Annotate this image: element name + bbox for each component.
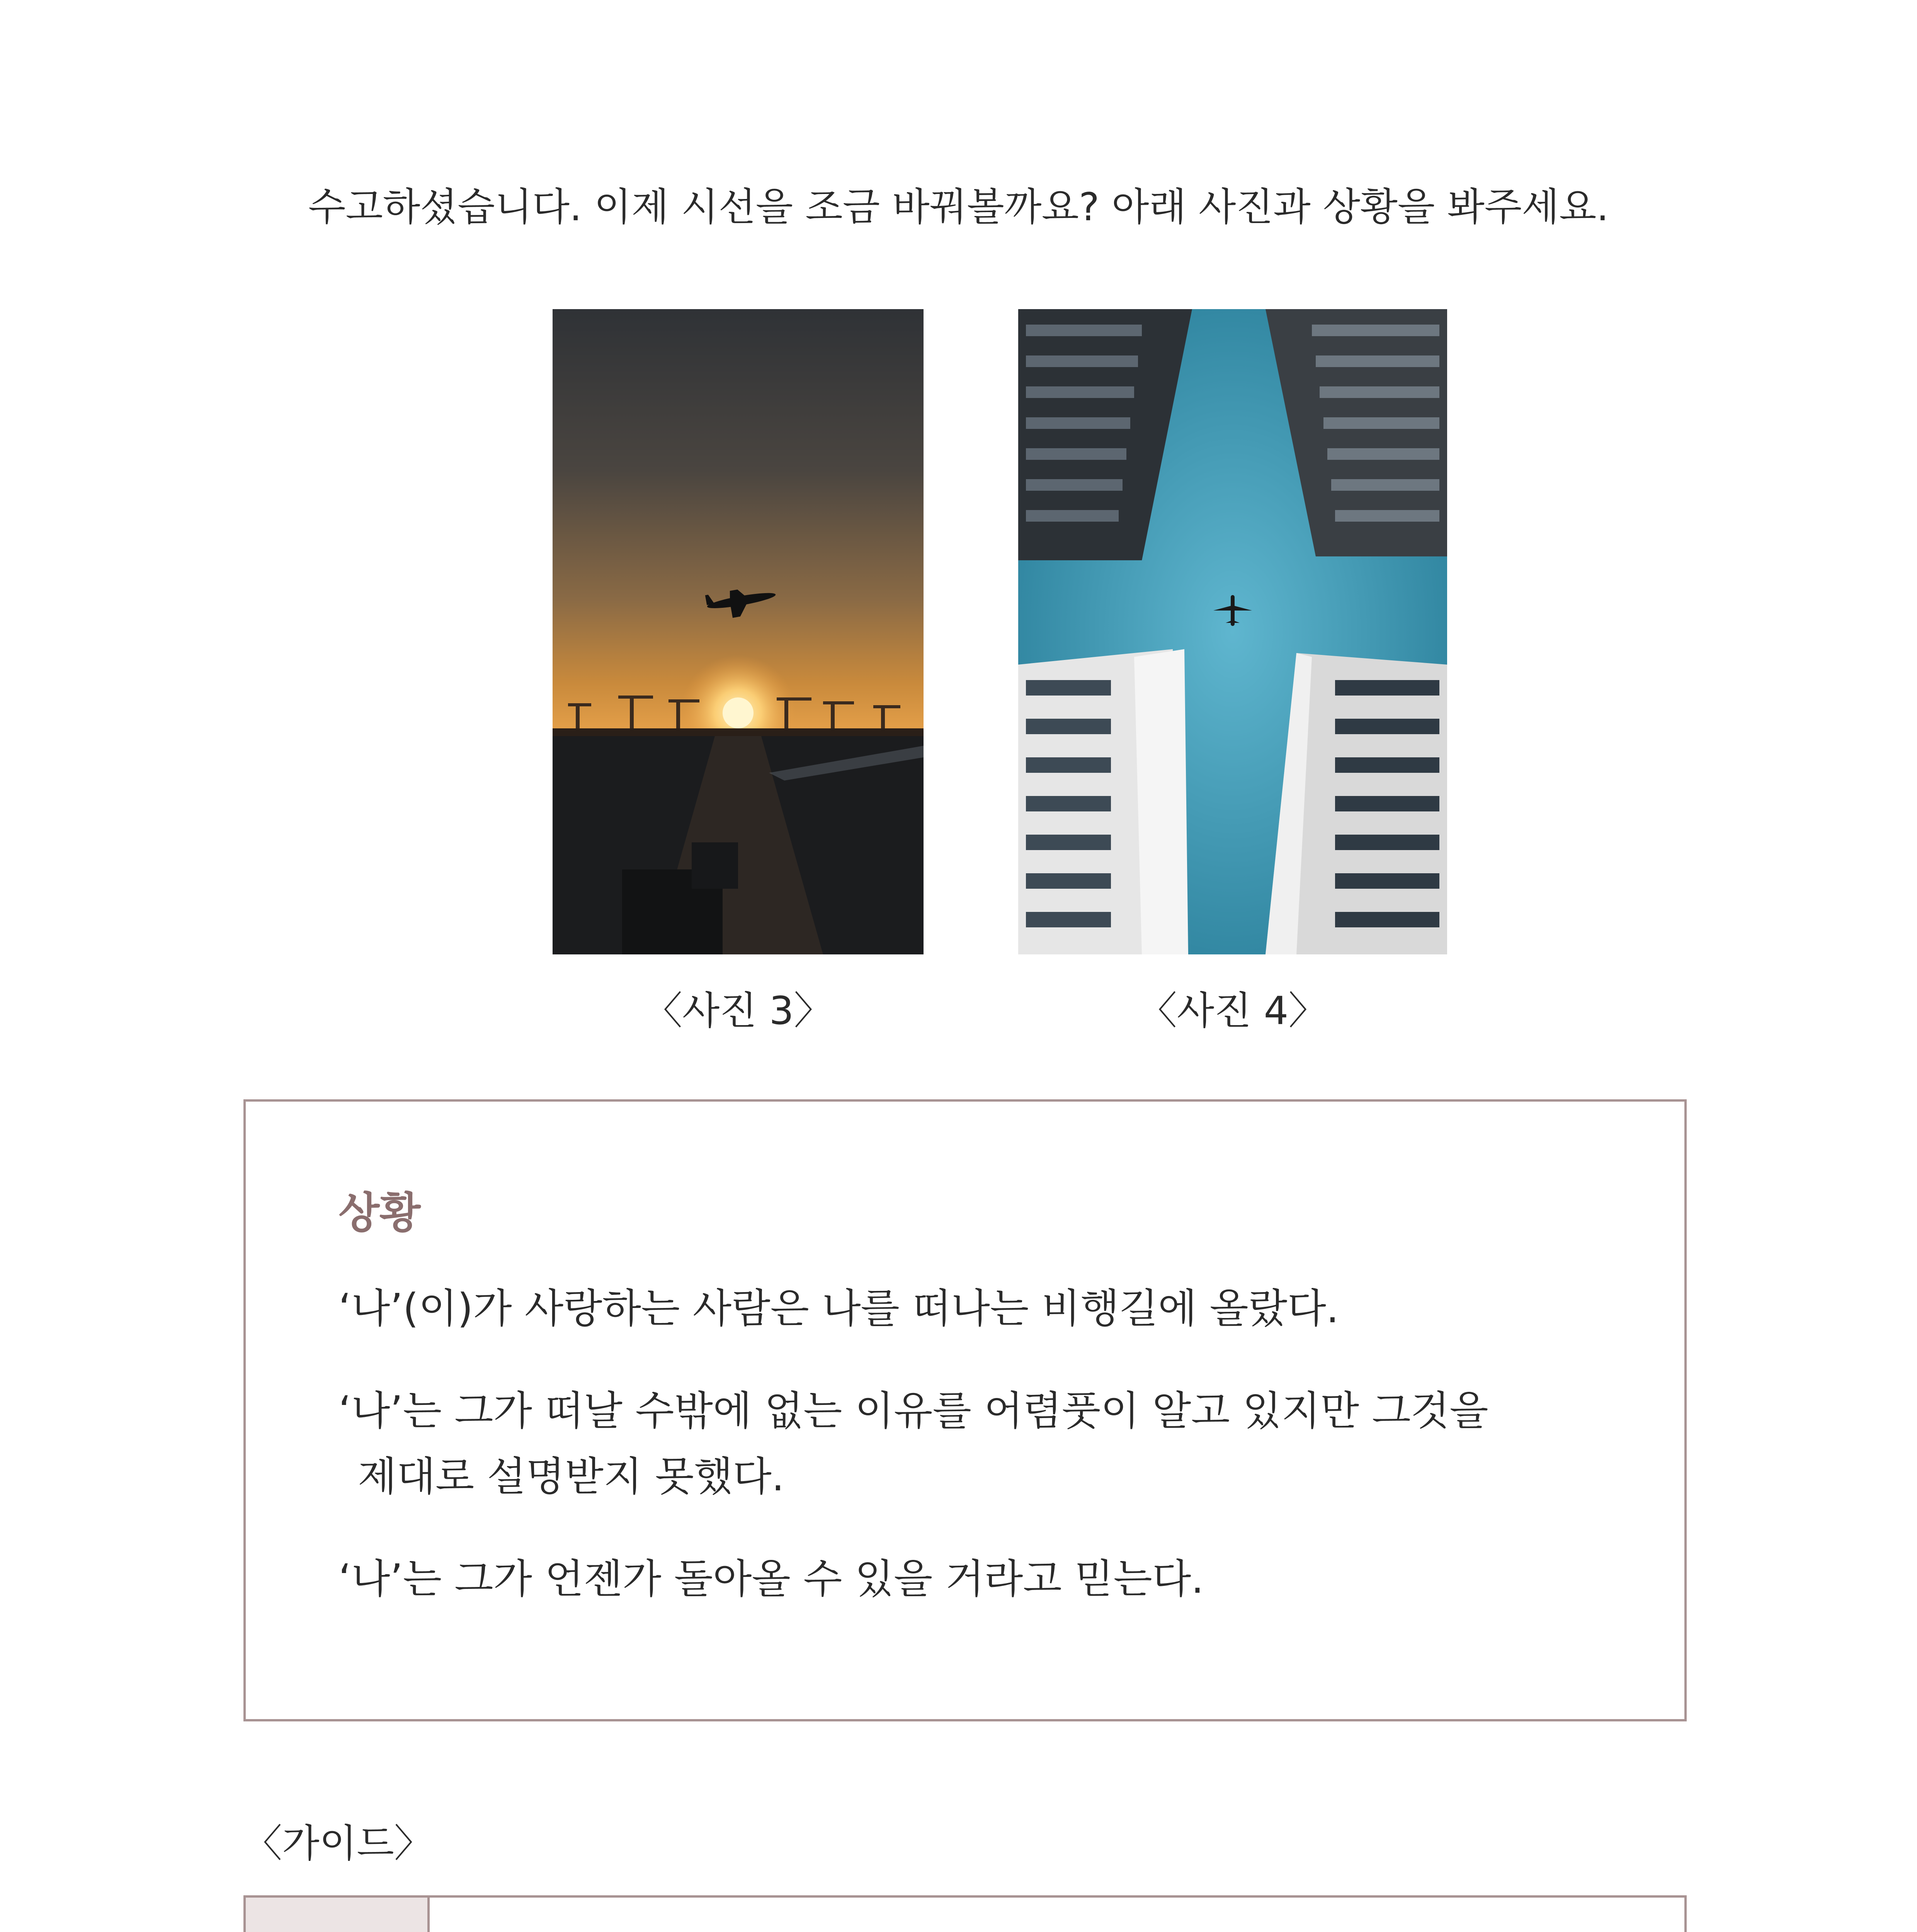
photo-4-caption: 〈사진 4〉 xyxy=(1138,988,1327,1033)
guide-label-cell xyxy=(246,1898,430,1932)
situation-line-4: ‘나’는 그가 언젠가 돌아올 수 있을 거라고 믿는다. xyxy=(338,1555,1204,1602)
photo-sunset-airplane xyxy=(553,309,924,954)
guide-items xyxy=(430,1898,1684,1932)
situation-line-1: ‘나’(이)가 사랑하는 사람은 나를 떠나는 비행길에 올랐다. xyxy=(338,1285,1339,1332)
situation-title: 상황 xyxy=(338,1188,421,1238)
situation-line-3: 제대로 설명받지 못했다. xyxy=(358,1453,784,1500)
photo-3-caption: 〈사진 3〉 xyxy=(643,988,833,1033)
photo-skyscrapers-airplane xyxy=(1018,309,1447,954)
guide-title: 〈가이드〉 xyxy=(243,1821,433,1866)
situation-line-2: ‘나’는 그가 떠날 수밖에 없는 이유를 어렴풋이 알고 있지만 그것을 xyxy=(338,1387,1488,1434)
guide-table xyxy=(243,1895,1687,1932)
situation-box xyxy=(243,1099,1687,1721)
intro-text: 수고하셨습니다. 이제 시선을 조금 바꿔볼까요? 아래 사진과 상황을 봐주세요. xyxy=(308,184,1609,230)
